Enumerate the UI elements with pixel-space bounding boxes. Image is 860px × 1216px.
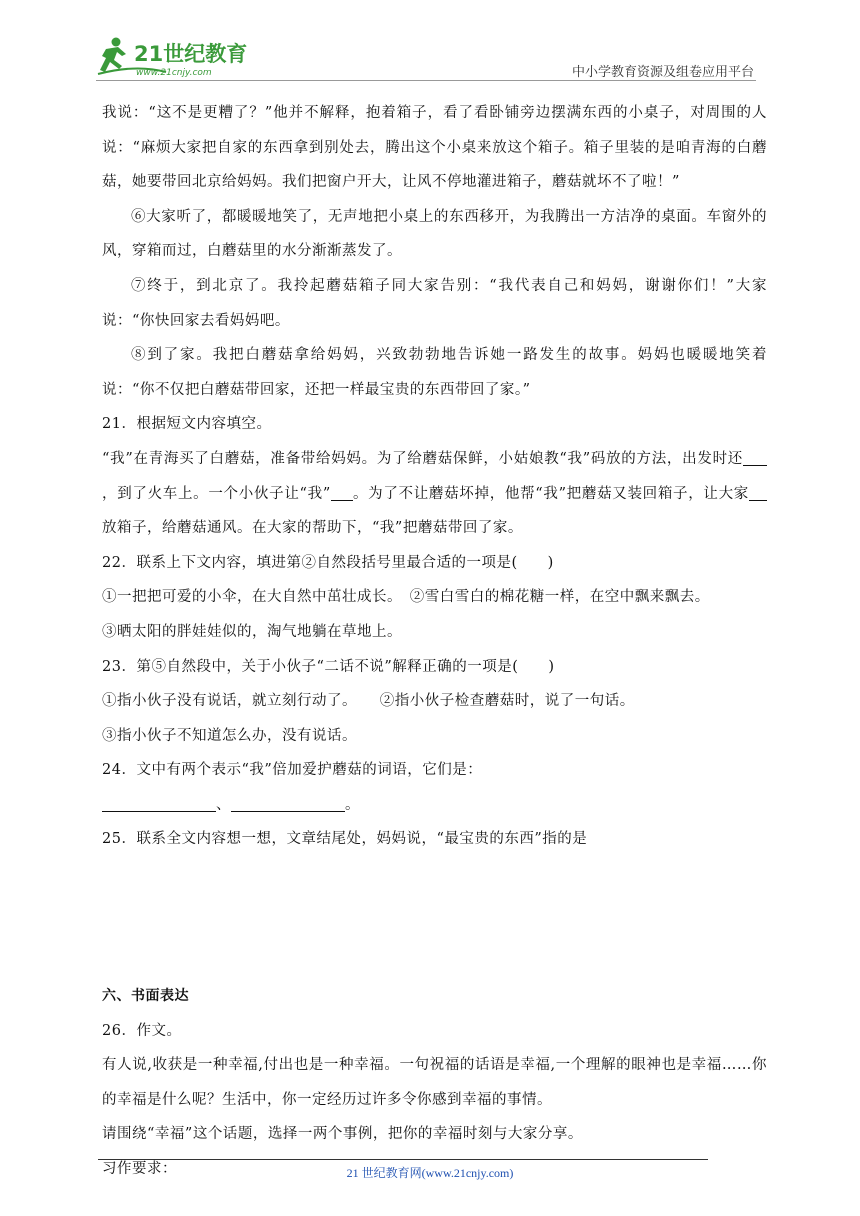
page-content: [102, 96, 767, 1187]
essay-requirements: 习作要求：: [102, 1161, 177, 1178]
q22-option-1: ①一把把可爱的小伞，在大自然中茁壮成长。: [102, 589, 395, 606]
passage-paragraph-7: ⑦终于，到北京了。我拎起蘑菇箱子同大家告别：“我代表自己和妈妈，谢谢你们！”大家说：“你快回家去看妈妈吧。: [102, 277, 767, 329]
question-24-answer: [102, 788, 767, 823]
passage-paragraph-6: ⑥大家听了，都暖暖地笑了，无声地把小桌上的东西移开，为我腾出一方洁净的桌面。车窗外的风，穿箱而过，白蘑菇里的水分渐渐蒸发了。: [102, 208, 767, 260]
answer-space[interactable]: [102, 857, 767, 979]
question-26-stem: 26．作文。: [102, 1022, 182, 1039]
fill-blank-2[interactable]: [331, 482, 353, 501]
essay-prompt-1: 有人说,收获是一种幸福,付出也是一种幸福。一句祝福的话语是幸福,一个理解的眼神也是幸福……你的幸福是什么呢？生活中，你一定经历过许多令你感到幸福的事情。: [102, 1057, 767, 1108]
q21-part-3: 。为了不让蘑菇坏掉，他帮“我”把蘑菇又装回箱子，让大家: [352, 485, 750, 502]
logo-url: www.21cnjy.com: [136, 68, 212, 78]
question-23-stem: 23．第⑤自然段中，关于小伙子“二话不说”解释正确的一项是( ): [102, 658, 555, 675]
platform-name: 中小学教育资源及组卷应用平台: [571, 64, 754, 79]
q22-option-2: ②雪白雪白的棉花糖一样，在空中飘来飘去。: [409, 589, 710, 606]
question-22-options: [102, 580, 767, 615]
answer-separator: 、: [216, 796, 231, 813]
question-23-options: [102, 684, 767, 719]
question-22-stem: 22．联系上下文内容，填进第②自然段括号里最合适的一项是( ): [102, 554, 554, 571]
q21-part-1: “我”在青海买了白蘑菇，准备带给妈妈。为了给蘑菇保鲜，小姑娘教“我”码放的方法，出发时还: [102, 450, 743, 467]
fill-blank-3[interactable]: [749, 482, 767, 501]
q21-part-2: ，到了火车上。一个小伙子让“我”: [102, 485, 331, 502]
fill-blank-1[interactable]: [743, 447, 767, 466]
q23-option-1: ①指小伙子没有说话，就立刻行动了。: [102, 693, 350, 710]
page-header: [0, 0, 860, 80]
passage-paragraph-8: ⑧到了家。我把白蘑菇拿给妈妈，兴致勃勃地告诉她一路发生的故事。妈妈也暖暖地笑着说：“你不仅把白蘑菇带回家，还把一样最宝贵的东西带回了家。”: [102, 347, 767, 398]
question-24-stem: 24．文中有两个表示“我”倍加爱护蘑菇的词语，它们是：: [102, 762, 483, 779]
answer-line-1[interactable]: [102, 793, 216, 812]
answer-line-2[interactable]: [231, 793, 345, 812]
question-25-stem: 25．联系全文内容想一想，文章结尾处，妈妈说，“最宝贵的东西”指的是: [102, 831, 588, 848]
q21-part-4: 放箱子，给蘑菇通风。在大家的帮助下，“我”把蘑菇带回了家。: [102, 520, 523, 537]
header-divider: [96, 80, 756, 81]
q23-option-2: ②指小伙子检查蘑菇时，说了一句话。: [379, 693, 635, 710]
page-footer: 21 世纪教育网(www.21cnjy.com): [346, 1166, 514, 1180]
logo-text: 21世纪教育: [134, 42, 248, 66]
site-logo: [96, 34, 266, 80]
q22-option-3: ③晒太阳的胖娃娃似的，淘气地躺在草地上。: [102, 623, 402, 640]
passage-paragraph-5-end: 我说：“这不是更糟了？”他并不解释，抱着箱子，看了看卧铺旁边摆满东西的小桌子，对周围的人说：“麻烦大家把自家的东西拿到别处去，腾出这个小桌来放这个箱子。箱子里装的是咱青海的白蘑菇，她要带回北京给妈妈。我们把窗户开大，让风不停地灌进箱子，蘑菇就坏不了啦！”: [102, 105, 767, 191]
footer-divider: [98, 1159, 708, 1160]
answer-end: 。: [345, 796, 360, 813]
question-21-stem: 21．根据短文内容填空。: [102, 416, 272, 433]
question-21-text: [102, 442, 767, 546]
section-title: 六、书面表达: [102, 988, 189, 1005]
q23-option-3: ③指小伙子不知道怎么办，没有说话。: [102, 727, 357, 744]
essay-prompt-2: 请围绕“幸福”这个话题，选择一两个事例，把你的幸福时刻与大家分享。: [102, 1126, 583, 1143]
